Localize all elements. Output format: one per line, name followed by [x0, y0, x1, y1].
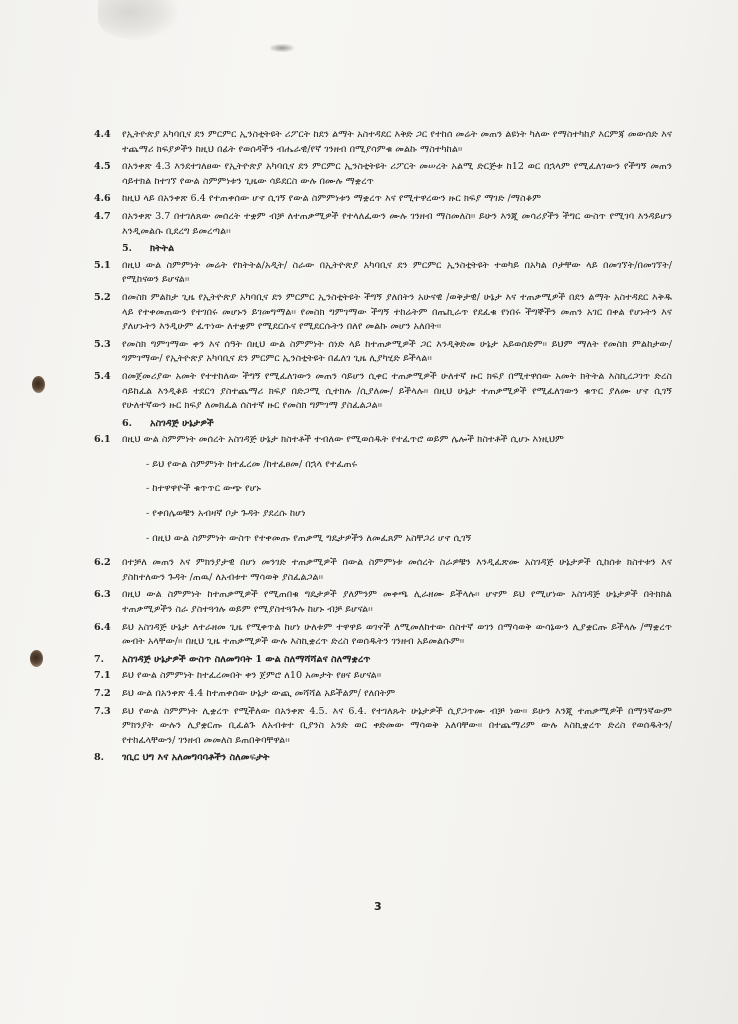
document-body	[94, 128, 672, 768]
clause-number: 4.4	[94, 129, 111, 140]
clause-text: በመጀመሪያው አመት የተተከለው ችግኝ የሚፈለገውን መጠን ሳይሆን ሲቀር ተጠቃሚዎች ሁለተኛ ዙር ክፍያ በሚተዋሰው አመት ክትትል እስኪረጋገጥ ድረስ ሳይከፈል እንዲቆይ ተደርጎ ያስተጨማሪ ክፍያ በድጋሚ ሲተክሉ /ሲያለሙ/ ይችላሉ፡፡ በዚህ ሁኔታ ተጠቃሚዎች የሚፈለገውን ቁጥር ያለሙ ሆኖ ሲገኝ የሁለተኛውን ዙር ክፍያ ለመክፈል ሰስተኛ ዙር የመስክ ግምገማ ያስፈልጋል፡፡	[122, 370, 672, 412]
clause-text: በዚህ ውል ስምምነት ከተጠቃሚዎች የሚጠበቁ ግዴታዎች ያለምንም መቀጫ ሊራዘሙ ይችላሉ፡፡ ሆኖም ይህ የሚሆነው አስገዳጅ ሁኔታዎች በትክክል ተጠቃሚዎችን ስራ ያስተጓጎሉ ወይም የሚያስተጓጉሉ ከሆኑ ብቻ ይሆናል፡፡	[122, 589, 672, 616]
clause-text: ይህ አስገዳጅ ሁኔታ ለተራዘመ ጊዜ የሚቀጥል ከሆነ ሁለቱም ተዋዋይ ወገኖች ለሚመለከተው ሰስተኛ ወገን በማሳወቅ ውሳኔውን ሊያቋርጡ ይችላሉ /ማቋረጥ መብት አላቸው/፡፡ በዚህ ጊዜ ተጠቃሚዎች ውሉ እስኪቋረጥ ድረስ የወሰዱትን ገንዘብ አይመልሱም፡፡	[122, 621, 672, 648]
clause-5-4	[94, 370, 672, 414]
clause-number: 5.4	[94, 370, 111, 382]
paper-mark	[270, 44, 294, 52]
clause-text: በተቻለ መጠን እና ምክንያታዊ በሆነ መንገድ ተጠቃሚዎች በውል ስምምነቱ መሰረት ስራዎቹን እንዲፈጽሙ አስገዳጅ ሁኔታዎች ሲከሰቱ ክስተቱን እና ያስከተለውን ጉዳት /ጠዉ/ ለአብቱተ ማሳወቅ ያስፈልጋል፡፡	[122, 557, 672, 583]
clause-4-5	[94, 160, 672, 189]
clause-4-6	[94, 192, 672, 207]
clause-number: 5.3	[94, 338, 111, 350]
clause-number: 7.2	[94, 688, 111, 699]
clause-text: በመስክ ምልከታ ጊዜ የኢትዮጵያ አካባቢና ደን ምርምር ኢንስቲትዩት ችግኝ ያለበትን አሁናዊ /ወቅታዊ/ ሁኔታ እና ተጠቃሚዎች በደን ልማት አስተዳደር እቅዱ ላይ የተቀመጠውን የተገበሩ መሆኑን ይገመግማል፡፡ የመስክ ግምገማው ችግኝ ተከሬትም በጤኪራጥ የደፈቁ የነበሩ ችግኞችን መጠን አገር በቀል የሆኑትን እና ያለሆኑትን እንዲሁም ፈጥነው ለተቋም የሚደርሱና የሚደርሱትን በለየ መልኩ መሆን አለበት፡፡	[122, 291, 672, 333]
clause-4-4	[94, 128, 672, 157]
clause-number: 6.1	[94, 434, 111, 446]
section-title: አስገዳጅ ሁኔታዎች	[150, 417, 214, 429]
clause-number: 6.4	[94, 621, 111, 633]
clause-text: የመስክ ግምገማው ቀን እና ሰዓት በዚህ ውል ስምምነት ሰነድ ላይ ከተጠቃሚዎች ጋር እንዲቅድመ ሁኔታ አይወሰድም፡፡ ይህም ማለት የመስክ ምልከታው/ግምገማው/ የኢትዮጵያ አካባቢና ደን ምርምር ኢንስቲትዩት በፈለገ ጊዜ ሊያካሂድ ይችላል፡፡	[122, 338, 672, 365]
clause-text: በአንቀጽ 3.7 በተገለጸው መሰረት ተቋም ብቻ ለተጠቃሚዎች የተላለፈውን ሙሉ ገንዘብ ማስመለስ፡፡ ይሁን እንጂ መሳሪያችን ችግር ውስጥ የሚገባ እንዳይሆን እንዲመልሱ ቢደረግ ይመረጣል፡፡	[122, 210, 672, 237]
clause-5-2	[94, 291, 672, 335]
clause-7-1	[94, 669, 672, 684]
section-title: አስገዳጅ ሁኔታዎች ውስጥ ስለመግባት 1 ውል ስለማሻሻልና ስለማቋረጥ	[122, 653, 371, 665]
clause-text: ከዚህ ላይ በአንቀጽ 6.4 የተጠቀሰው ሆኖ ሲገኝ የውል ስምምነቱን ማቋረጥ እና የሚተዋረውን ዙር ክፍያ ማገድ /ማስቆም	[122, 193, 542, 205]
clause-number: 4.7	[94, 210, 111, 222]
clause-text: በአንቀጽ 4.3 እንደተገለፀው የኢትዮጵያ አካባቢና ደን ምርምር ኢንስቲትዩት ሪፖርት መሠረት አልሚ ድርጅቱ ከ12 ወር በኋላም የሚፈለገውን የችግኝ መጠን ሳይተክል ከተገኘ የውል ስምምነቱን ጊዜው ሳይደርስ ውሉ በሙሉ ማቋረጥ	[122, 161, 672, 187]
clause-number: 5.1	[94, 259, 111, 271]
clause-text: የኢትዮጵያ አካባቢና ደን ምርምር ኢንስቲትዩት ሪፖርት ከደን ልማት አስተዳደር እቅድ ጋር የተከሰ መሬት መጠን ልዩነት ካለው የማስተካከያ እርምጃ መውሰድ እና ተጨማሪ ክፍያዎችን ከዚህ በፊት የወሰዳችን ብሔራዊ/የኛ ገንዘብ በሚያሳምቁ መልኩ ማስተካከል፡፡	[122, 129, 672, 155]
section-number: 8.	[94, 752, 105, 764]
clause-5-3	[94, 338, 672, 367]
bullet-item: - ይህ የውል ስምምነት ከተፈረመ /ከተፈፀመ/ በኋላ የተፈጠሩ	[146, 458, 358, 470]
clause-number: 5.2	[94, 291, 111, 303]
bullet-item: - በዚህ ውል ስምምነት ውስጥ የተቀመጡ የጠቃሚ ግዴታዎችን ለመፈጸም አስቸጋሪ ሆኖ ሲገኝ	[146, 532, 472, 544]
clause-number: 6.3	[94, 589, 111, 601]
clause-number: 4.5	[94, 161, 111, 173]
paper-smudge	[98, 0, 178, 40]
bullet-item: - የቀበሌወቹን አብዛኛ ቦታ ጉዳት ያደረሱ ከሆነ	[146, 508, 306, 520]
clause-text: ይህ የውል ስምምነት ከተፈረመበት ቀን ጀምሮ ለ10 አመታት የፀና ይሆናል፡፡	[122, 670, 382, 682]
clause-6-1	[94, 433, 672, 448]
clause-number: 4.6	[94, 193, 111, 205]
punch-hole-bottom	[30, 650, 43, 667]
clause-text: በዚህ ውል ስምምነት መሰረት አስገዳጅ ሁኔታ ክስተቶች ተብለው የሚወሰዱት የተፈጥሮ ወይም ሌሎች ክስተቶች ሲሆኑ እነዚህም	[122, 434, 564, 446]
section-title: ክትትል	[150, 243, 175, 255]
clause-number: 7.3	[94, 705, 111, 717]
section-number: 7.	[94, 653, 105, 665]
section-number: 5.	[122, 243, 133, 255]
clause-text: በዚህ ውል ስምምነት መሬት የክትትል/አዲት/ ስራው በኢትዮጵያ አካባቢና ደን ምርምር ኢንስቲትዩት ተወካይ በአካል ቦታቸው ላይ በመገኘት/በመገኘት/የሚከናወን ይሆናል፡፡	[122, 259, 673, 286]
section-title: ገቢር ህግ እና አለመግባባቶችን ስለመፍታት	[122, 752, 270, 764]
section-7-heading	[94, 653, 672, 668]
clause-6-4	[94, 621, 672, 650]
section-number: 6.	[122, 417, 133, 429]
page-number: 3	[374, 900, 382, 913]
clause-7-3	[94, 705, 672, 749]
clause-number: 7.1	[94, 670, 111, 682]
clause-7-2	[94, 687, 672, 702]
section-5-heading	[122, 242, 672, 257]
punch-hole-top	[32, 376, 45, 393]
bullet-item: - ከተዋዋዮች ቁጥጥር ውጭ የሆኑ	[146, 483, 261, 495]
clause-text: ይህ ውል በአንቀጽ 4.4 ከተጠቀሰው ሁኔታ ውጪ መሻሻል አይችልም/ የለበትም	[122, 688, 396, 699]
clause-6-3	[94, 588, 672, 617]
clause-5-1	[94, 259, 672, 288]
section-6-heading	[122, 417, 672, 432]
clause-text: ይህ የውል ስምምነት ሊቋረጥ የሚችለው በአንቀጽ 4.5. እና 6.4. የተገለጹት ሁኔታዎች ሲያጋጥሙ ብቻ ነው፡፡ ይሁን እንጂ ተጠቃሚዎች በማንኛውም ምክንያት ውሉን ሊያቋርጡ ቢፈልጉ ለአብቱተ ቢያንስ አንድ ወር ቀድመው ማሳወቅ አለባቸው፡፡ በተጨማሪም ውሉ እስኪቋረጥ ድረስ የወሰዱትን/የተከፈላቸውን/ ገንዘብ መመለስ ይጠበቅባቸዋል፡፡	[122, 705, 672, 746]
clause-4-7	[94, 210, 672, 239]
section-8-heading	[94, 751, 672, 766]
clause-number: 6.2	[94, 557, 111, 569]
clause-6-2	[94, 556, 672, 585]
